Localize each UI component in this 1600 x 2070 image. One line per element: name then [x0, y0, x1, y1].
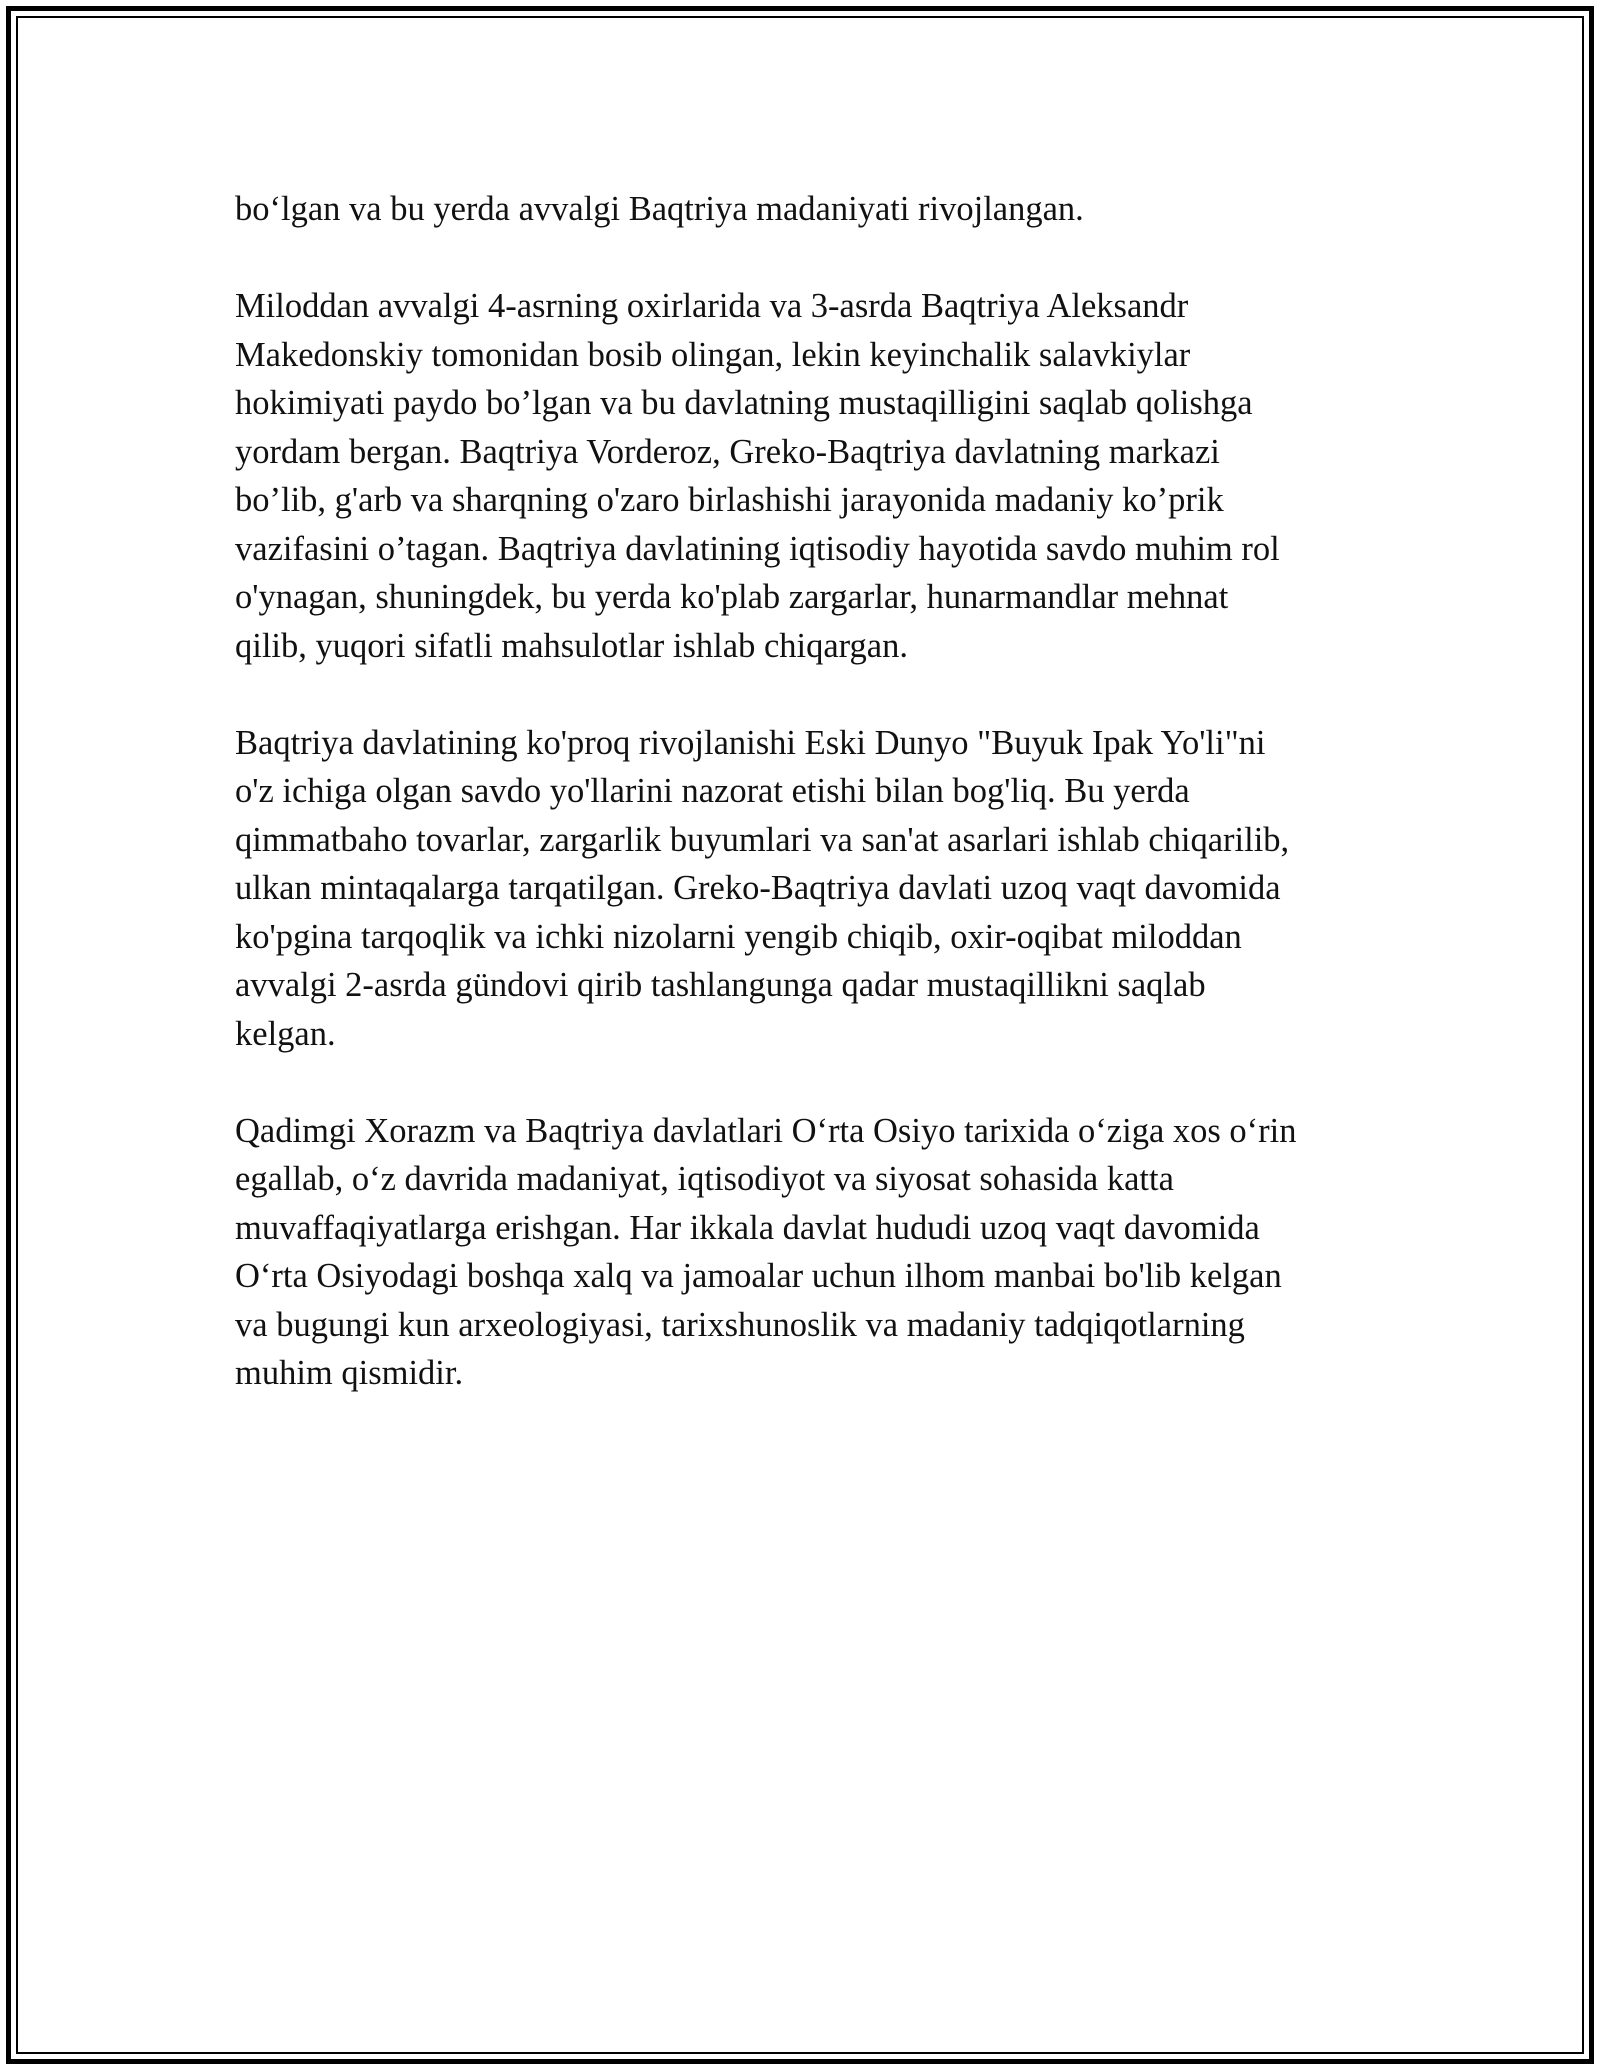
paragraph-2: Miloddan avvalgi 4-asrning oxirlarida va 3-asrda Baqtriya Aleksandr Makedonskiy tomonidan bosib olingan, lekin keyinchalik salavkiylar hokimiyati paydo bo’lgan va bu davlatning mustaqilligini saqlab qolishga yordam bergan. Baqtriya Vorderoz, Greko-Baqtriya davlatning markazi bo’lib, g'arb va sharqning o'zaro birlashishi jarayonida madaniy ko’prik vazifasini o’tagan. Baqtriya davlatining iqtisodiy hayotida savdo muhim rol o'ynagan, shuningdek, bu yerda ko'plab zargarlar, hunarmandlar mehnat qilib, yuqori sifatli mahsulotlar ishlab chiqargan. — [235, 287, 1280, 665]
document-body — [235, 185, 1375, 1446]
paragraph-4: Qadimgi Xorazm va Baqtriya davlatlari O‘rta Osiyo tarixida o‘ziga xos o‘rin egallab, o‘z davrida madaniyat, iqtisodiyot va siyosat sohasida katta muvaffaqiyatlarga erishgan. Har ikkala davlat hududi uzoq vaqt davomida O‘rta Osiyodagi boshqa xalq va jamoalar uchun ilhom manbai bo'lib kelgan va bugungi kun arxeologiyasi, tarixshunoslik va madaniy tadqiqotlarning muhim qismidir. — [235, 1111, 1297, 1392]
paragraph-3: Baqtriya davlatining ko'proq rivojlanishi Eski Dunyo "Buyuk Ipak Yo'li"ni o'z ichiga olgan savdo yo'llarini nazorat etishi bilan bog'liq. Bu yerda qimmatbaho tovarlar, zargarlik buyumlari va san'at asarlari ishlab chiqarilib, ulkan mintaqalarga tarqatilgan. Greko-Baqtriya davlati uzoq vaqt davomida ko'pgina tarqoqlik va ichki nizolarni yengib chiqib, oxir-oqibat miloddan avvalgi 2-asrda gündovi qirib tashlangunga qadar mustaqillikni saqlab kelgan. — [235, 723, 1290, 1053]
paragraph-1: bo‘lgan va bu yerda avvalgi Baqtriya madaniyati rivojlangan. — [235, 190, 1084, 228]
